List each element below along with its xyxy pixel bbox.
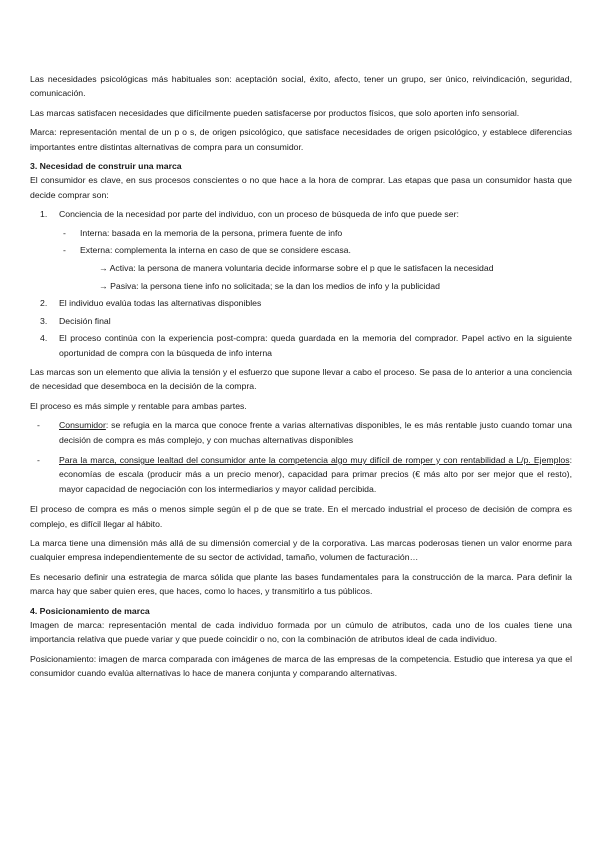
- list-item-text: Conciencia de la necesidad por parte del individuo, con un proceso de búsqueda de info que puede ser:: [59, 209, 459, 220]
- section-4-heading: 4. Posicionamiento de marca: [30, 605, 150, 616]
- section-3-heading: 3. Necesidad de construir una marca: [30, 161, 182, 172]
- paragraph-brand-image: Imagen de marca: representación mental de cada individuo formada por un cúmulo de atributos, cada uno de los cuales tiene una importancia relativa que puede variar y que puede coincidir o no, con la combinación de atributos ideal de cada individuo.: [30, 620, 572, 645]
- paragraph-strategy: Es necesario definir una estrategia de marca sólida que plante las bases fundamentales para la construcción de la marca. Para definir la marca hay que saber quien eres, que haces, como lo haces, y transmitirlo a tus públicos.: [30, 571, 572, 597]
- list-item: [30, 296, 572, 310]
- list-number: 1.: [40, 209, 48, 220]
- arrow-item-activa: → Activa: la persona de manera voluntaria decide informarse sobre el p que le satisfacen la necesidad: [99, 263, 494, 274]
- document-page: [30, 72, 572, 686]
- list-item-text: El individuo evalúa todas las alternativas disponibles: [59, 298, 262, 309]
- paragraph-tension: Las marcas son un elemento que alivia la tensión y el esfuerzo que supone llevar a cabo el proceso. Se pasa de lo anterior a una conciencia de necesidad que desemboca en la decisión de la compra.: [30, 366, 572, 392]
- section-3-intro: El consumidor es clave, en sus procesos conscientes o no que hace a la hora de comprar. Las etapas que pasa un consumidor hasta que decide comprar son:: [30, 175, 572, 200]
- paragraph-psychological-needs: Las necesidades psicológicas más habituales son: aceptación social, éxito, afecto, tener un grupo, ser único, reivindicación, seguridad, comunicación.: [30, 74, 572, 99]
- list-number: 3.: [40, 315, 48, 326]
- paragraph-positioning: Posicionamiento: imagen de marca comparada con imágenes de marca de las empresas de la competencia. Estudio que interesa ya que el consumidor cuando evalúa alternativas lo hace de manera conjunta y comparando alternativas.: [30, 653, 572, 679]
- benefit-label: Consumidor: [59, 420, 106, 431]
- search-types-list: [59, 226, 572, 258]
- list-number: 2.: [40, 298, 48, 309]
- arrow-item-pasiva: → Pasiva: la persona tiene info no solicitada; se la dan los medios de info y la publicidad: [99, 280, 440, 291]
- list-item: [59, 243, 572, 257]
- list-item-text: Decisión final: [59, 315, 111, 326]
- paragraph-simple: El proceso es más simple y rentable para ambas partes.: [30, 400, 247, 411]
- list-item-text: Interna: basada en la memoria de la persona, primera fuente de info: [80, 227, 343, 238]
- list-item: [30, 207, 572, 293]
- dash-bullet: -: [37, 420, 40, 431]
- list-item: [30, 331, 572, 360]
- benefit-text: : se refugia en la marca que conoce frente a varias alternativas disponibles, le es más rentable justo cuando tomar una decisión de compra es más complejo, y con muchas alternativas disponibles: [59, 420, 572, 445]
- list-item-text: Externa: complementa la interna en caso de que se considere escasa.: [80, 245, 351, 256]
- dash-bullet: -: [63, 227, 66, 238]
- paragraph-dimension: La marca tiene una dimensión más allá de su dimensión comercial y de la corporativa. Las marcas poderosas tienen un valor enorme para cualquier empresa independientemente de su sector de actividad, tamaño, volumen de facturación…: [30, 537, 572, 563]
- paragraph-industrial: El proceso de compra es más o menos simple según el p de que se trate. En el mercado industrial el proceso de decisión de compra es complejo, es difícil llegar al hábito.: [30, 504, 572, 529]
- list-number: 4.: [40, 333, 48, 344]
- paragraph-brands-satisfy: Las marcas satisfacen necesidades que difícilmente pueden satisfacerse por productos físicos, que solo aporten info sensorial.: [30, 107, 520, 118]
- list-item: [59, 226, 572, 240]
- benefit-consumer: [30, 418, 572, 447]
- paragraph-brand-definition: Marca: representación mental de un p o s, de origen psicológico, que satisface necesidades de origen psicológico, y establece diferencias importantes entre distintas alternativas de compra para un consumidor.: [30, 127, 572, 152]
- benefit-text: : economías de escala (producir más a un precio menor), capacidad para primar precios (€ más alto por ser mejor que el resto), mayor capacidad de negociación con los intermediarios y mayor calidad percibida.: [59, 454, 572, 494]
- benefit-label: Para la marca, consigue lealtad del consumidor ante la competencia algo muy difícil de romper y con rentabilidad a L/p. Ejemplos: [59, 454, 570, 465]
- list-item: [30, 314, 572, 328]
- list-item-text: El proceso continúa con la experiencia post-compra: queda guardada en la memoria del comprador. Papel activo en la siguiente oportunidad de compra con la búsqueda de info interna: [59, 333, 572, 358]
- dash-bullet: -: [37, 454, 40, 465]
- purchase-stages-list: [30, 207, 572, 360]
- dash-bullet: -: [63, 245, 66, 256]
- benefit-brand: [30, 453, 572, 496]
